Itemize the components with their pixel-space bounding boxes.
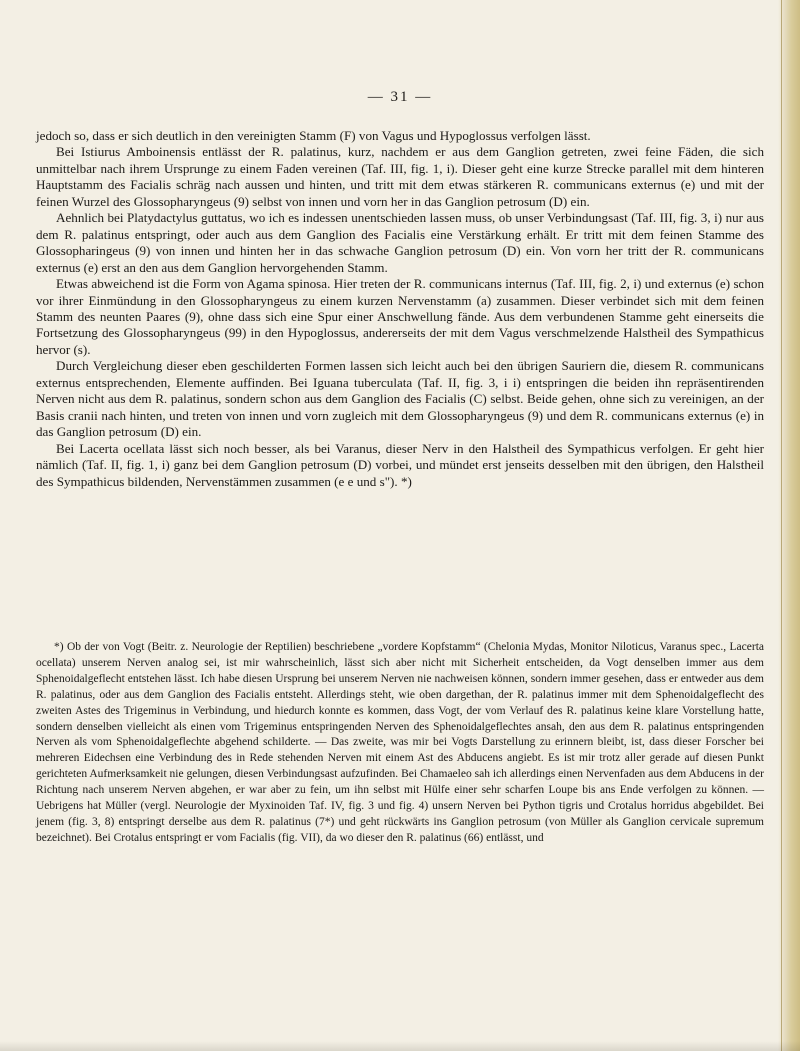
- bottom-shadow: [0, 1041, 800, 1051]
- footnote: [36, 640, 764, 847]
- paragraph: Aehnlich bei Platydactylus guttatus, wo ich es indessen unentschieden lassen muss, ob unser Verbindungsast (Taf. III, fig. 3, i) nur aus dem R. palatinus entspringt, oder auch aus dem Ganglion des Facialis eine Verstärkung erhält. Er tritt mit dem feinen Stamme des Glossopharingeus (9) von innen und hinten her in das schwache Ganglion petrosum (D) ein. Von vorn her tritt der R. communicans externus (e) erst an den aus dem Ganglion hervorgehenden Stamm.: [36, 210, 764, 275]
- paragraph: Etwas abweichend ist die Form von Agama spinosa. Hier treten der R. communicans internus (Taf. III, fig. 2, i) und externus (e) schon vor ihrer Einmündung in den Glossopharyngeus zu einem kurzen Nervenstamm (a) zusammen. Dieser verbindet sich mit dem feinen Stamm des neunten Paares (9), ohne dass sich eine Spur einer Anschwellung fände. Aus dem verbundenen Stamme geht einerseits die Fortsetzung des Glossopharyngeus (99) in den Hypoglossus, andererseits der mit dem Vagus verschmelzende Halstheil des Sympathicus hervor (s).: [36, 276, 764, 357]
- main-text: [36, 128, 764, 490]
- paragraph: jedoch so, dass er sich deutlich in den vereinigten Stamm (F) von Vagus und Hypoglossus verfolgen lässt.: [36, 128, 591, 143]
- page-header: [36, 89, 764, 116]
- footnote-text: *) Ob der von Vogt (Beitr. z. Neurologie der Reptilien) beschriebene „vordere Kopfstamm“ (Chelonia Mydas, Monitor Niloticus, Varanus spec., Lacerta ocellata) unserem Nerven analog sei, ist mir wahrscheinlich, lässt sich aber nicht mit Sicherheit entscheiden, da Vogt denselben immer aus dem Sphenoidalgeflecht entstehen lässt. Ich habe diesen Ursprung bei unserem Nerven nie nachweisen können, sondern immer gesehen, dass er entweder aus dem R. palatinus, oder aus dem Ganglion des Facialis entsteht. Allerdings steht, wie oben dargethan, der R. palatinus immer mit dem Sphenoidalgeflecht des zweiten Astes des Trigeminus in Verbindung, und hiedurch konnte es kommen, dass Vogt, der vom Verlauf des R. palatinus keine klare Vorstellung hatte, sondern denselben vielleicht als einen vom Trigeminus entspringenden Nerven des Sphenoidalgeflechtes ansah, den aus dem R. palatinus entspringenden Nerven als vom Sphenoidalgeflechte abgehend schilderte. — Das zweite, was mir bei Vogts Darstellung zu erinnern bleibt, ist, dass dieser Forscher bei mehreren Eidechsen eine Verbindung des in Rede stehenden Nerven mit einem Ast des Abducens angiebt. Es ist mir trotz aller gerade auf diesen Punkt gerichteten Aufmerksamkeit nie gelungen, diesen Verbindungsast aufzufinden. Bei Chamaeleo sah ich allerdings einen Nervenfaden aus dem Abducens in der Richtung nach unserem Nerven abgehen, er war aber zu fein, um ihn selbst mit Hülfe einer sehr scharfen Loupe bis ans Ende verfolgen zu können. — Uebrigens hat Müller (vergl. Neurologie der Myxinoiden Taf. IV, fig. 3 und fig. 4) unsern Nerven bei Python tigris und Crotalus horridus abgebildet. Bei jenem (fig. 3, 8) entspringt derselbe aus dem R. palatinus (7*) und geht rückwärts ins Ganglion petrosum (von Müller als Ganglion cervicale supremum bezeichnet). Bei Crotalus entspringt er vom Facialis (fig. VII), da wo dieser den R. palatinus (66) entlässt, und: [36, 641, 764, 844]
- paragraph: Bei Lacerta ocellata lässt sich noch besser, als bei Varanus, dieser Nerv in den Halstheil des Sympathicus verfolgen. Er geht hier nämlich (Taf. II, fig. 1, i) ganz bei dem Ganglion petrosum (D) vorbei, und mündet erst jenseits desselben mit den übrigen, den Halstheil des Sympathicus bildenden, Nervenstämmen zusammen (e e und s"). *): [36, 440, 764, 489]
- paragraph: Bei Istiurus Amboinensis entlässt der R. palatinus, kurz, nachdem er aus dem Ganglion getreten, zwei feine Fäden, die sich unmittelbar nach ihrem Ursprunge zu einem Faden vereinen (Taf. III, fig. 1, i). Dieser geht eine kurze Strecke parallel mit dem hinteren Hauptstamm des Facialis schräg nach aussen und hinten, und tritt mit dem etwas stärkeren R. communicans externus (e) und mit der feinen Wurzel des Glossopharyngeus (9) selbst von innen und vorn her in das Ganglion petrosum (D) ein.: [36, 144, 764, 209]
- paragraph: Durch Vergleichung dieser eben geschilderten Formen lassen sich leicht auch bei den übrigen Sauriern die, diesem R. communicans externus entsprechenden, Elemente auffinden. Bei Iguana tuberculata (Taf. II, fig. 3, i i) entspringen die beiden ihn repräsentirenden Nerven nicht aus dem R. palatinus, sondern schon aus dem Ganglion des Facialis (C) selbst. Beide gehen, ohne sich zu vereinigen, an der Basis cranii nach hinten, und treten von innen und vorn zugleich mit dem Glossopharyngeus (9) und dem R. communicans externus (e) in das Ganglion petrosum (D) ein.: [36, 358, 764, 440]
- page-edge-line: [781, 0, 782, 1051]
- page-number: — 31 —: [367, 89, 433, 105]
